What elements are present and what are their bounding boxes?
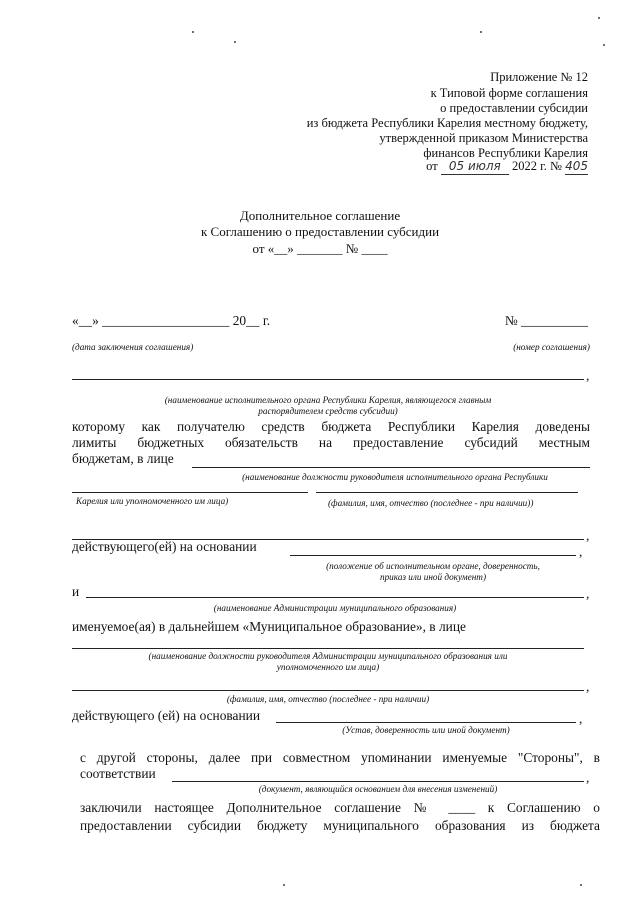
appendix-date-prefix: от [426,159,438,173]
admin-name-line [86,597,584,598]
concluded-text-2: предоставлении субсидии бюджету муниципального образования из бюджета [80,818,600,833]
fio-note-1: (фамилия, имя, отчество (последнее - при наличии)) [328,498,534,508]
agreement-number-note: (номер соглашения) [513,342,590,352]
head-position-line [192,467,590,468]
comma: , [586,770,590,785]
limits-text-3: бюджетам, в лице [72,451,174,466]
named-municipality-text: именуемое(ая) в дальнейшем «Муниципальное образование», в лице [72,619,466,634]
admin-head-line [72,648,584,649]
limits-text-1: которому как получателю средств бюджета Республики Карелия доведены [72,419,590,434]
document-title-date: от «__» _______ № ____ [252,241,388,256]
appendix-line-4: из бюджета Республики Карелия местному бюджету, [306,116,588,130]
organ-note-1: (наименование исполнительного органа Республики Карелия, являющегося главным [164,395,492,405]
document-subtitle: к Соглашению о предоставлении субсидии [200,224,440,239]
comma: , [586,679,590,694]
basis-note-1a: (положение об исполнительном органе, доверенность, [326,561,540,571]
handwritten-date: 05 июля [441,159,509,175]
position-cont-line [72,492,308,493]
basis-line-2 [276,722,576,723]
basis-note-1b: приказ или иной документ) [379,572,487,582]
admin-note: (наименование Администрации муниципального образования) [213,603,457,613]
comma: , [579,544,583,559]
basis-note-2: (Устав, доверенность или иной документ) [342,725,510,735]
agreement-date-field: «__» ___________________ 20__ г. [72,313,271,328]
appendix-line-5: утвержденной приказом Министерства [379,131,588,145]
appendix-line-1: Приложение № 12 [490,70,588,84]
comma: , [586,586,590,601]
appendix-line-3: о предоставлении субсидии [440,101,588,115]
scan-speck [192,31,194,33]
appendix-line-6: финансов Республики Карелия [423,146,588,160]
comma: , [586,368,590,383]
comma: , [586,528,590,543]
document-title: Дополнительное соглашение [239,208,401,223]
scan-speck [580,884,582,886]
organ-note-2: распорядителем средств субсидии) [258,406,398,416]
fio-note-2: (фамилия, имя, отчество (последнее - при наличии) [226,694,430,704]
comma: , [579,711,583,726]
agreement-number-field: № __________ [504,313,588,328]
fio-line-2 [72,690,584,691]
agreement-date-note: (дата заключения соглашения) [72,342,194,352]
scan-speck [283,884,285,886]
admin-head-note-2: уполномоченного им лица) [276,662,380,672]
change-doc-line [172,781,584,782]
appendix-line-2: к Типовой форме соглашения [430,86,588,100]
parties-text-2: соответствии [80,766,156,781]
basis-line-1 [290,555,576,556]
parties-text-1: с другой стороны, далее при совместном упоминании именуемые "Стороны", в [80,750,600,765]
appendix-date-suffix: 2022 г. № [511,159,562,173]
concluded-text-1: заключили настоящее Дополнительное соглашение № ____ к Соглашению о [80,800,600,815]
scan-speck [480,31,482,33]
scan-speck [234,41,236,43]
change-doc-note: (документ, являющийся основанием для внесения изменений) [258,784,498,794]
and-label: и [72,584,80,599]
scan-speck [603,44,605,46]
appendix-date-line [426,159,588,175]
handwritten-number: 405 [565,159,588,173]
head-position-note-2: Карелия или уполномоченного им лица) [76,496,229,506]
scan-speck [598,17,600,19]
fio-line-1 [316,492,578,493]
head-position-note: (наименование должности руководителя исполнительного органа Республики [242,472,548,482]
acting-basis-label-2: действующего (ей) на основании [72,708,260,723]
acting-basis-label-1: действующего(ей) на основании [72,539,257,554]
limits-text-2: лимиты бюджетных обязательств на предоставление субсидий местным [72,435,590,450]
organ-name-line [72,379,584,380]
admin-head-note-1: (наименование должности руководителя Администрации муниципального образования или [148,651,508,661]
